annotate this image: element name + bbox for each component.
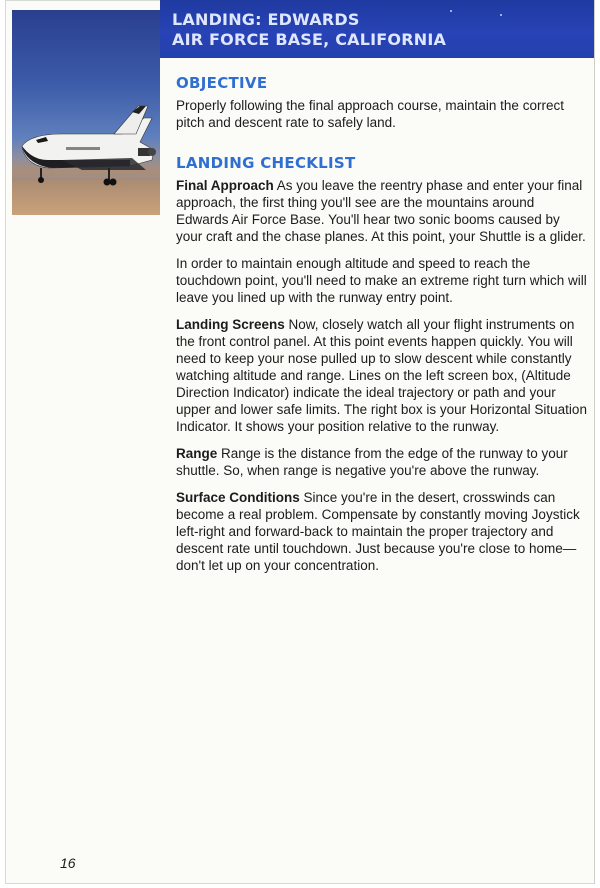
- paragraph-lead: Surface Conditions: [176, 490, 300, 505]
- section-gap: [170, 141, 588, 153]
- checklist-paragraph-surface-conditions: [176, 489, 588, 574]
- paragraph-lead: Range: [176, 446, 218, 461]
- manual-page: [5, 0, 595, 884]
- shuttle-illustration: [12, 10, 160, 215]
- paragraph-text: As you leave the reentry phase and enter your final approach, the first thing you'll see are the mountains around Edwards Air Force Base. You'll hear two sonic booms caused by your craft and the chase planes. At this point, your Shuttle is a glider.: [176, 178, 586, 244]
- header-speck: [450, 10, 452, 12]
- space-shuttle-landing-photo: [12, 10, 160, 215]
- checklist-paragraph-range: [176, 445, 588, 479]
- paragraph-text: Now, closely watch all your flight instruments on the front control panel. At this point events happen quickly. You will need to keep your nose pulled up to slow descent while constantly watching altitude and range. Lines on the left screen box, (Altitude Direction Indicator) indicate the ideal trajectory or path and your upper and lower safe limits. The right box is your Horizontal Situation Indicator. It shows your position relative to the runway.: [176, 317, 587, 434]
- paragraph-text: In order to maintain enough altitude and speed to reach the touchdown point, you'll need to make an extreme right turn which will leave you lined up with the runway entry point.: [176, 256, 587, 305]
- checklist-heading: LANDING CHECKLIST: [176, 154, 356, 172]
- header-band: [160, 0, 595, 58]
- objective-heading: OBJECTIVE: [176, 74, 268, 92]
- objective-text: Properly following the final approach course, maintain the correct pitch and descent rate to safely land.: [176, 98, 564, 130]
- paragraph-text: Range is the distance from the edge of the runway to your shuttle. So, when range is negative you're above the runway.: [176, 446, 568, 478]
- paragraph-text: Since you're in the desert, crosswinds can become a real problem. Compensate by constantly moving Joystick left-right and forward-back to maintain the proper trajectory and descent rate until touchdown. Just because you're close to home—don't let up on your concentration.: [176, 490, 580, 573]
- page-title-line2: AIR FORCE BASE, CALIFORNIA: [172, 30, 447, 49]
- page-title: [172, 10, 446, 50]
- checklist-paragraph-landing-screens: [176, 316, 588, 435]
- page-number: 16: [60, 855, 76, 871]
- checklist-paragraph-right-turn: [176, 255, 588, 306]
- checklist-paragraph-final-approach: [176, 177, 588, 245]
- page-edge: [594, 0, 595, 884]
- main-content: [170, 73, 588, 584]
- page-title-line1: LANDING: EDWARDS: [172, 10, 360, 29]
- paragraph-lead: Final Approach: [176, 178, 274, 193]
- paragraph-lead: Landing Screens: [176, 317, 285, 332]
- header-speck: [500, 14, 502, 16]
